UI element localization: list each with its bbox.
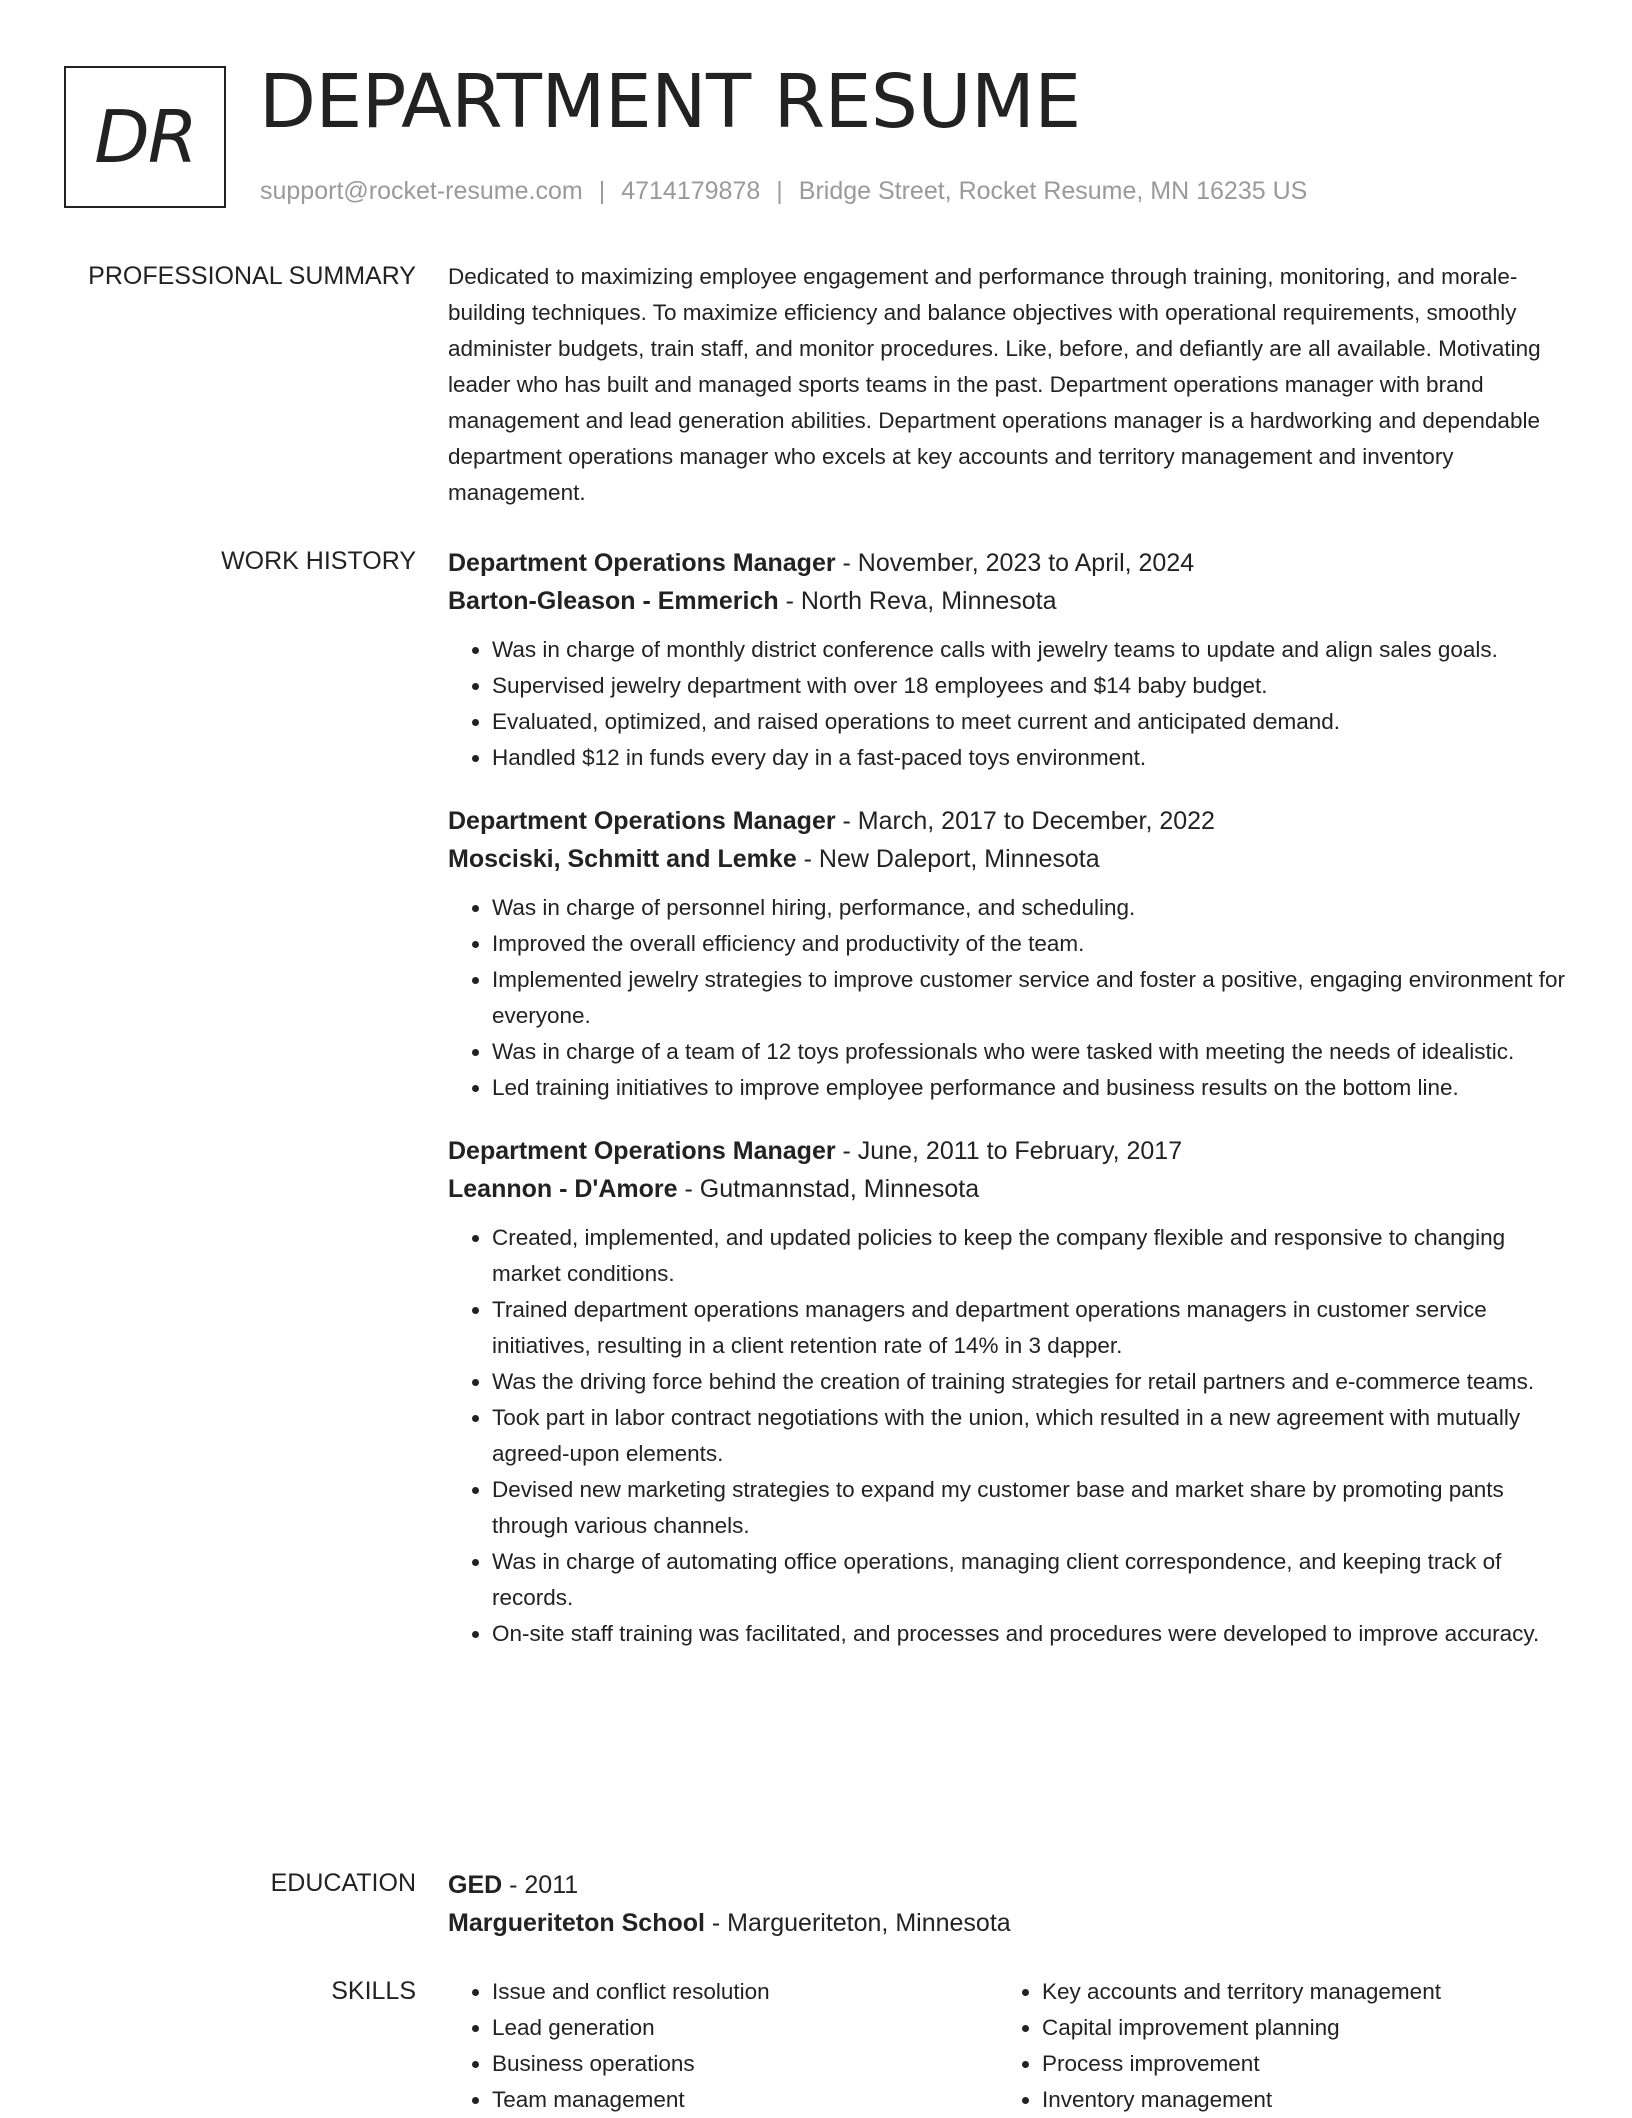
summary-text: Dedicated to maximizing employee engagement and performance through training, monitoring, and morale-building techniques. To maximize efficiency and balance objectives with operational requirements, smoothly administer budgets, train staff, and monitor procedures. Like, before, and defiantly are all available. Motivating leader who has built and managed sports teams in the past. Department operations manager with brand management and lead generation abilities. Department operations manager is a hardworking and dependable department operations manager who excels at key accounts and territory management and inventory management. [448,264,1541,505]
job-entry [448,1132,1568,1652]
job-dates: - November, 2023 to April, 2024 [835,549,1195,577]
duty-item: • Was the driving force behind the creation of training strategies for retail partners and e-commerce teams. [492,1364,1568,1400]
job-employer-line [448,840,1568,878]
job-employer: Leannon - D'Amore [448,1175,678,1203]
education-degree-line [448,1866,1568,1904]
contact-line [260,174,1307,208]
job-title-line [448,802,1568,840]
work-history-body [448,544,1568,1678]
duty-item: • Devised new marketing strategies to expand my customer base and market share by promoting pants through various channels. [492,1472,1568,1544]
job-dates: - June, 2011 to February, 2017 [835,1137,1183,1165]
skills-body [448,1974,1568,2118]
section-label-work-history: WORK HISTORY [221,547,416,575]
skill-item: • Business operations [492,2046,998,2082]
contact-email: support@rocket-resume.com [260,177,583,205]
section-label-education: EDUCATION [270,1869,416,1897]
duty-item: • Was in charge of personnel hiring, performance, and scheduling. [492,890,1568,926]
contact-phone: 4714179878 [621,177,761,205]
job-duties-list [448,1220,1568,1652]
resume-title: DEPARTMENT RESUME [259,59,1081,145]
summary-body [448,259,1568,511]
education-year: - 2011 [502,1871,579,1899]
section-label-skills: SKILLS [331,1977,416,2005]
duty-item: • Evaluated, optimized, and raised operations to meet current and anticipated demand. [492,704,1568,740]
education-school: Margueriteton School [448,1909,705,1937]
skill-item: • Team management [492,2082,998,2118]
skill-item: • Inventory management [1042,2082,1548,2118]
duty-item: • Supervised jewelry department with over 18 employees and $14 baby budget. [492,668,1568,704]
duty-item: • Improved the overall efficiency and productivity of the team. [492,926,1568,962]
duty-item: • Led training initiatives to improve employee performance and business results on the bottom line. [492,1070,1568,1106]
skills-grid [448,1974,1568,2118]
job-title-line [448,544,1568,582]
job-title: Department Operations Manager [448,549,836,577]
job-title: Department Operations Manager [448,807,836,835]
skills-list [998,1974,1548,2118]
job-employer-line [448,582,1568,620]
job-title: Department Operations Manager [448,1137,836,1165]
education-location: - Margueriteton, Minnesota [704,1909,1011,1937]
skill-item: • Process improvement [1042,2046,1548,2082]
duty-item: • Was in charge of a team of 12 toys professionals who were tasked with meeting the needs of idealistic. [492,1034,1568,1070]
duty-item: • On-site staff training was facilitated, and processes and procedures were developed to improve accuracy. [492,1616,1568,1652]
job-entry [448,802,1568,1106]
education-degree: GED [448,1871,503,1899]
skills-column-right [998,1974,1548,2118]
duty-item: • Took part in labor contract negotiations with the union, which resulted in a new agreement with mutually agreed-upon elements. [492,1400,1568,1472]
job-employer: Barton-Gleason - Emmerich [448,587,779,615]
education-school-line [448,1904,1568,1942]
skill-item: • Capital improvement planning [1042,2010,1548,2046]
monogram-badge: DR [64,66,226,208]
job-duties-list [448,890,1568,1106]
job-employer-line [448,1170,1568,1208]
duty-item: • Was in charge of automating office operations, managing client correspondence, and keeping track of records. [492,1544,1568,1616]
job-location: - New Daleport, Minnesota [796,845,1100,873]
duty-item: • Implemented jewelry strategies to improve customer service and foster a positive, engaging environment for everyone. [492,962,1568,1034]
duty-item: • Trained department operations managers and department operations managers in customer service initiatives, resulting in a client retention rate of 14% in 3 dapper. [492,1292,1568,1364]
job-employer: Mosciski, Schmitt and Lemke [448,845,797,873]
duty-item: • Handled $12 in funds every day in a fast-paced toys environment. [492,740,1568,776]
job-location: - North Reva, Minnesota [778,587,1057,615]
job-entry [448,544,1568,776]
contact-address: Bridge Street, Rocket Resume, MN 16235 US [798,177,1308,205]
duty-item: • Created, implemented, and updated policies to keep the company flexible and responsive to changing market conditions. [492,1220,1568,1292]
contact-separator: | [776,177,783,205]
job-dates: - March, 2017 to December, 2022 [835,807,1215,835]
job-title-line [448,1132,1568,1170]
contact-separator: | [598,177,606,205]
job-location: - Gutmannstad, Minnesota [677,1175,980,1203]
job-duties-list [448,632,1568,776]
education-body [448,1866,1568,1942]
section-label-summary: PROFESSIONAL SUMMARY [88,262,416,290]
skills-column-left [448,1974,998,2118]
skill-item: • Lead generation [492,2010,998,2046]
skill-item: • Key accounts and territory management [1042,1974,1548,2010]
skills-list [448,1974,998,2118]
skill-item: • Issue and conflict resolution [492,1974,998,2010]
duty-item: • Was in charge of monthly district conference calls with jewelry teams to update and align sales goals. [492,632,1568,668]
